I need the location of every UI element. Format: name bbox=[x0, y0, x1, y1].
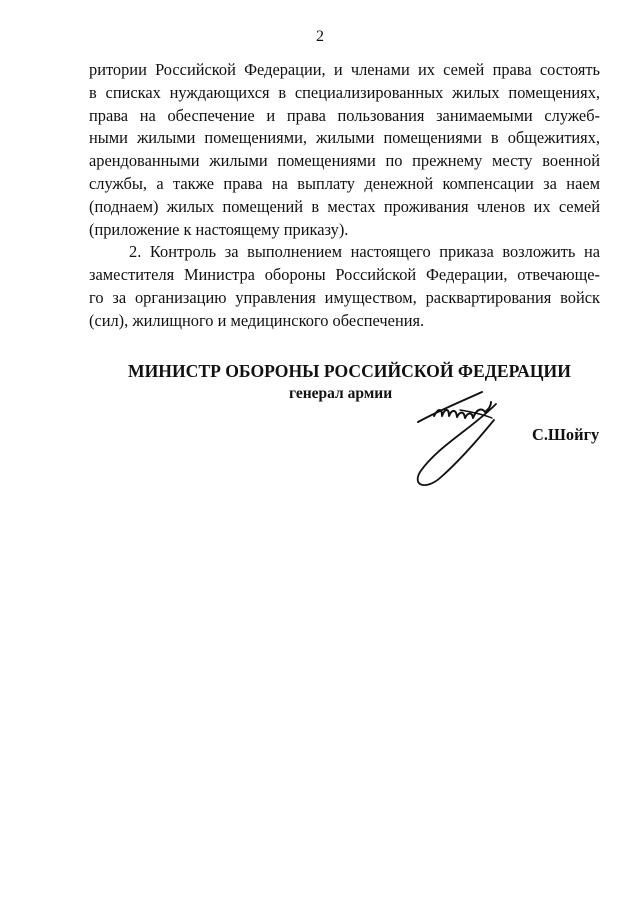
body-text bbox=[89, 59, 600, 333]
text-line: 2. Контроль за выполнением настоящего приказа возложить на bbox=[129, 242, 600, 262]
signatory-title: МИНИСТР ОБОРОНЫ РОССИЙСКОЙ ФЕДЕРАЦИИ bbox=[128, 361, 571, 381]
signatory-rank: генерал армии bbox=[289, 385, 393, 402]
text-line: (поднаем) жилых помещений в местах проживания членов их семей bbox=[89, 196, 600, 216]
text-line: (сил), жилищного и медицинского обеспечения. bbox=[89, 310, 425, 330]
text-line: заместителя Министра обороны Российской Федерации, отвечающе- bbox=[89, 265, 600, 285]
signatory-name: С.Шойгу bbox=[532, 425, 600, 444]
text-line: в списках нуждающихся в специализированных жилых помещениях, bbox=[89, 82, 600, 102]
handwritten-signature-icon bbox=[400, 380, 540, 490]
text-line: ными жилыми помещениями, жилыми помещениями в общежитиях, bbox=[89, 128, 600, 148]
page-number: 2 bbox=[316, 28, 324, 45]
text-line: го за организацию управления имуществом, расквартирования войск bbox=[89, 287, 600, 307]
text-line: службы, а также права на выплату денежной компенсации за наем bbox=[89, 173, 600, 193]
text-line: права на обеспечение и права пользования занимаемыми служеб- bbox=[89, 105, 600, 125]
text-line: (приложение к настоящему приказу). bbox=[89, 219, 349, 239]
text-line: ритории Российской Федерации, и членами их семей права состоять bbox=[89, 60, 600, 79]
text-line: арендованными жилыми помещениями по прежнему месту военной bbox=[89, 151, 600, 171]
